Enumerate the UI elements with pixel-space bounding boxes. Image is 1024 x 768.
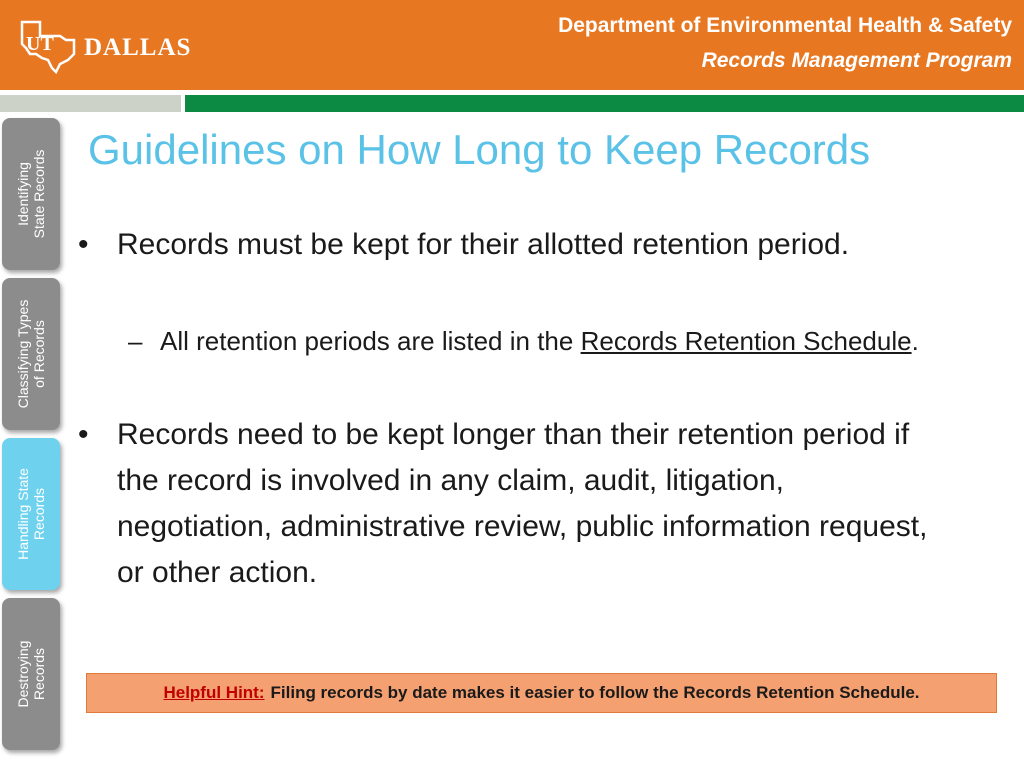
divider-strip-gray: [0, 95, 181, 112]
bullet-text: Records must be kept for their allotted retention period.: [117, 228, 850, 261]
department-title: Department of Environmental Health & Safety: [558, 14, 1012, 37]
side-tab-label: Identifying State Records: [15, 149, 47, 239]
hint-label: Helpful Hint:: [163, 683, 265, 702]
dash-icon: –: [128, 326, 143, 356]
bullet-item: [78, 412, 938, 596]
sub-bullet-text: All retention periods are listed in the Records Retention Schedule.: [160, 326, 919, 356]
side-tab-identifying-state-records[interactable]: [2, 118, 60, 270]
side-tab-classifying-types-of-records[interactable]: [2, 278, 60, 430]
ut-dallas-logo: [16, 14, 206, 78]
program-title: Records Management Program: [701, 49, 1012, 72]
helpful-hint-box: [86, 673, 997, 713]
bullet-dot-icon: •: [78, 228, 89, 261]
divider-strip-green: [185, 95, 1024, 112]
side-tab-handling-state-records[interactable]: [2, 438, 60, 590]
slide-title: Guidelines on How Long to Keep Records: [88, 126, 871, 173]
sub-bullet-item: [128, 321, 938, 362]
side-tab-destroying-records[interactable]: [2, 598, 60, 750]
logo-wordmark: DALLAS: [84, 34, 192, 61]
side-tab-label: Handling State Records: [15, 468, 47, 560]
svg-text:UT: UT: [26, 33, 54, 55]
header-bar: [0, 0, 1024, 90]
bullet-text: Records need to be kept longer than their retention period if the record is involved in any claim, audit, litigation, negotiation, administrative review, public information request, or other action.: [117, 418, 928, 589]
bullet-item: [78, 222, 938, 268]
side-tab-label: Classifying Types of Records: [15, 299, 47, 409]
bullet-dot-icon: •: [78, 418, 89, 451]
hint-text: Filing records by date makes it easier to follow the Records Retention Schedule.: [270, 683, 920, 702]
texas-star-logo-icon: [16, 14, 88, 78]
records-retention-schedule-link[interactable]: Records Retention Schedule: [580, 326, 912, 356]
side-tab-label: Destroying Records: [15, 640, 47, 708]
